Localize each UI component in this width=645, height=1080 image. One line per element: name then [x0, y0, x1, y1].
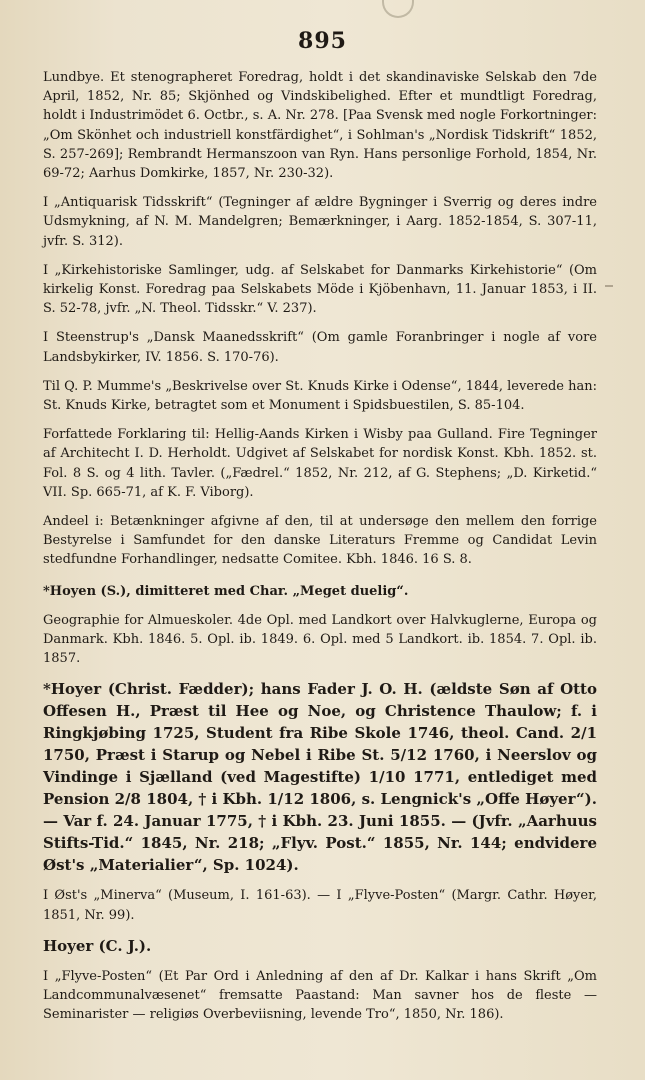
entry-5: Til Q. P. Mumme's „Beskrivelse over St. Knuds Kirke i Odense“, 1844, leverede han: St. Knuds Kirke, betragtet som et Monument i Spidsbuestilen, S. 85-104. — [43, 378, 597, 414]
entry-4: I Steenstrup's „Dansk Maanedsskrift“ (Om gamle Foranbringer i nogle af vore Landsbykirker, IV. 1856. S. 170-76). — [43, 330, 597, 365]
page-number: 895 — [298, 28, 347, 54]
section-heading-hoyer-christ: *Hoyer (Christ. Fædder); hans Fader J. O. H. (ældste Søn af Otto Offesen H., Præst til Hee og Noe, og Christence Thaulow; f. i Ringkjøbing 1725, Student fra Ribe Skole 1746, theol. Cand. 2/1 1750, Præst i Starup og Nebel i Ribe St. 5/12 1760, i Neerslov og Vindinge i Sjælland (ved Magestifte) 1/10 1771, entlediget med Pension 2/8 1804, † i Kbh. 1/12 1806, s. Lengnick's „Offe Høyer“). — Var f. 24. Januar 1775, † i Kbh. 23. Juni 1855. — (Jvfr. „Aarhuus Stifts-Tid.“ 1845, Nr. 218; „Flyv. Post.“ 1855, Nr. 144; endvidere Øst's „Materialier“, Sp. 1024). — [43, 680, 597, 875]
page-content — [43, 68, 597, 1035]
entry-1: Lundbye. Et stenographeret Foredrag, holdt i det skandinaviske Selskab den 7de April, 1852, Nr. 85; Skjönhed og Vindskibelighed. Efter et mundtligt Foredrag, holdt i Industrimödet 6. Octbr., s. A. Nr. 278. [Paa Svensk med nogle Forkortninger: „Om Skönhet och industriell konstfärdighet“, i Sohlman's „Nordisk Tidskrift“ 1852, S. 257-269]; Rembrandt Hermanszoon van Ryn. Hans personlige Forhold, 1854, Nr. 69-72; Aarhus Domkirke, 1857, Nr. 230-32). — [43, 70, 597, 182]
binding-mark — [382, 0, 414, 18]
section-heading-hoyer-cj: Hoyer (C. J.). — [43, 936, 152, 955]
section-body-hoyen: Geographie for Almueskoler. 4de Opl. med Landkort over Halvkuglerne, Europa og Danmark. Kbh. 1846. 5. Opl. ib. 1849. 6. Opl. med 5 Landkort. ib. 1854. 7. Opl. ib. 1857. — [43, 612, 597, 667]
entry-6: Forfattede Forklaring til: Hellig-Aands Kirken i Wisby paa Gulland. Fire Tegninger af Architecht I. D. Herholdt. Udgivet af Selskabet for nordisk Konst. Kbh. 1852. st. Fol. 8 S. og 4 lith. Tavler. („Fædrel.“ 1852, Nr. 212, af G. Stephens; „D. Kirketid.“ VII. Sp. 665-71, af K. F. Viborg). — [43, 427, 597, 500]
entry-2: I „Antiquarisk Tidsskrift“ (Tegninger af ældre Bygninger i Sverrig og deres indre Udsmykning, af N. M. Mandelgren; Bemærkninger, i Aarg. 1852-1854, S. 307-11, jvfr. S. 312). — [43, 195, 597, 249]
entry-3: I „Kirkehistoriske Samlinger, udg. af Selskabet for Danmarks Kirkehistorie“ (Om kirkelig Konst. Foredrag paa Selskabets Möde i Kjöbenhavn, 11. Januar 1853, i II. S. 52-78, jvfr. „N. Theol. Tidsskr.“ V. 237). — [43, 262, 597, 317]
section-body-hoyer-cj: I „Flyve-Posten“ (Et Par Ord i Anledning af den af Dr. Kalkar i hans Skrift „Om Landcommunalvæsenet“ fremsatte Paastand: Man savner hos de fleste — Seminarister — religiøs Overbeviisning, levende Tro“, 1850, Nr. 186). — [43, 968, 597, 1023]
section-heading-hoyen: *Hoyen (S.), dimitteret med Char. „Meget duelig“. — [43, 583, 409, 599]
section-body-hoyer-christ: I Øst's „Minerva“ (Museum, I. 161-63). — I „Flyve-Posten“ (Margr. Cathr. Høyer, 1851, Nr. 99). — [43, 888, 597, 923]
entry-7: Andeel i: Betænkninger afgivne af den, til at undersøge den mellem den forrige Bestyrelse i Samfundet for den danske Literaturs Fremme og Candidat Levin stedfundne Forhandlinger, nedsatte Comitee. Kbh. 1846. 16 S. 8. — [43, 514, 597, 568]
margin-mark — [605, 285, 613, 287]
